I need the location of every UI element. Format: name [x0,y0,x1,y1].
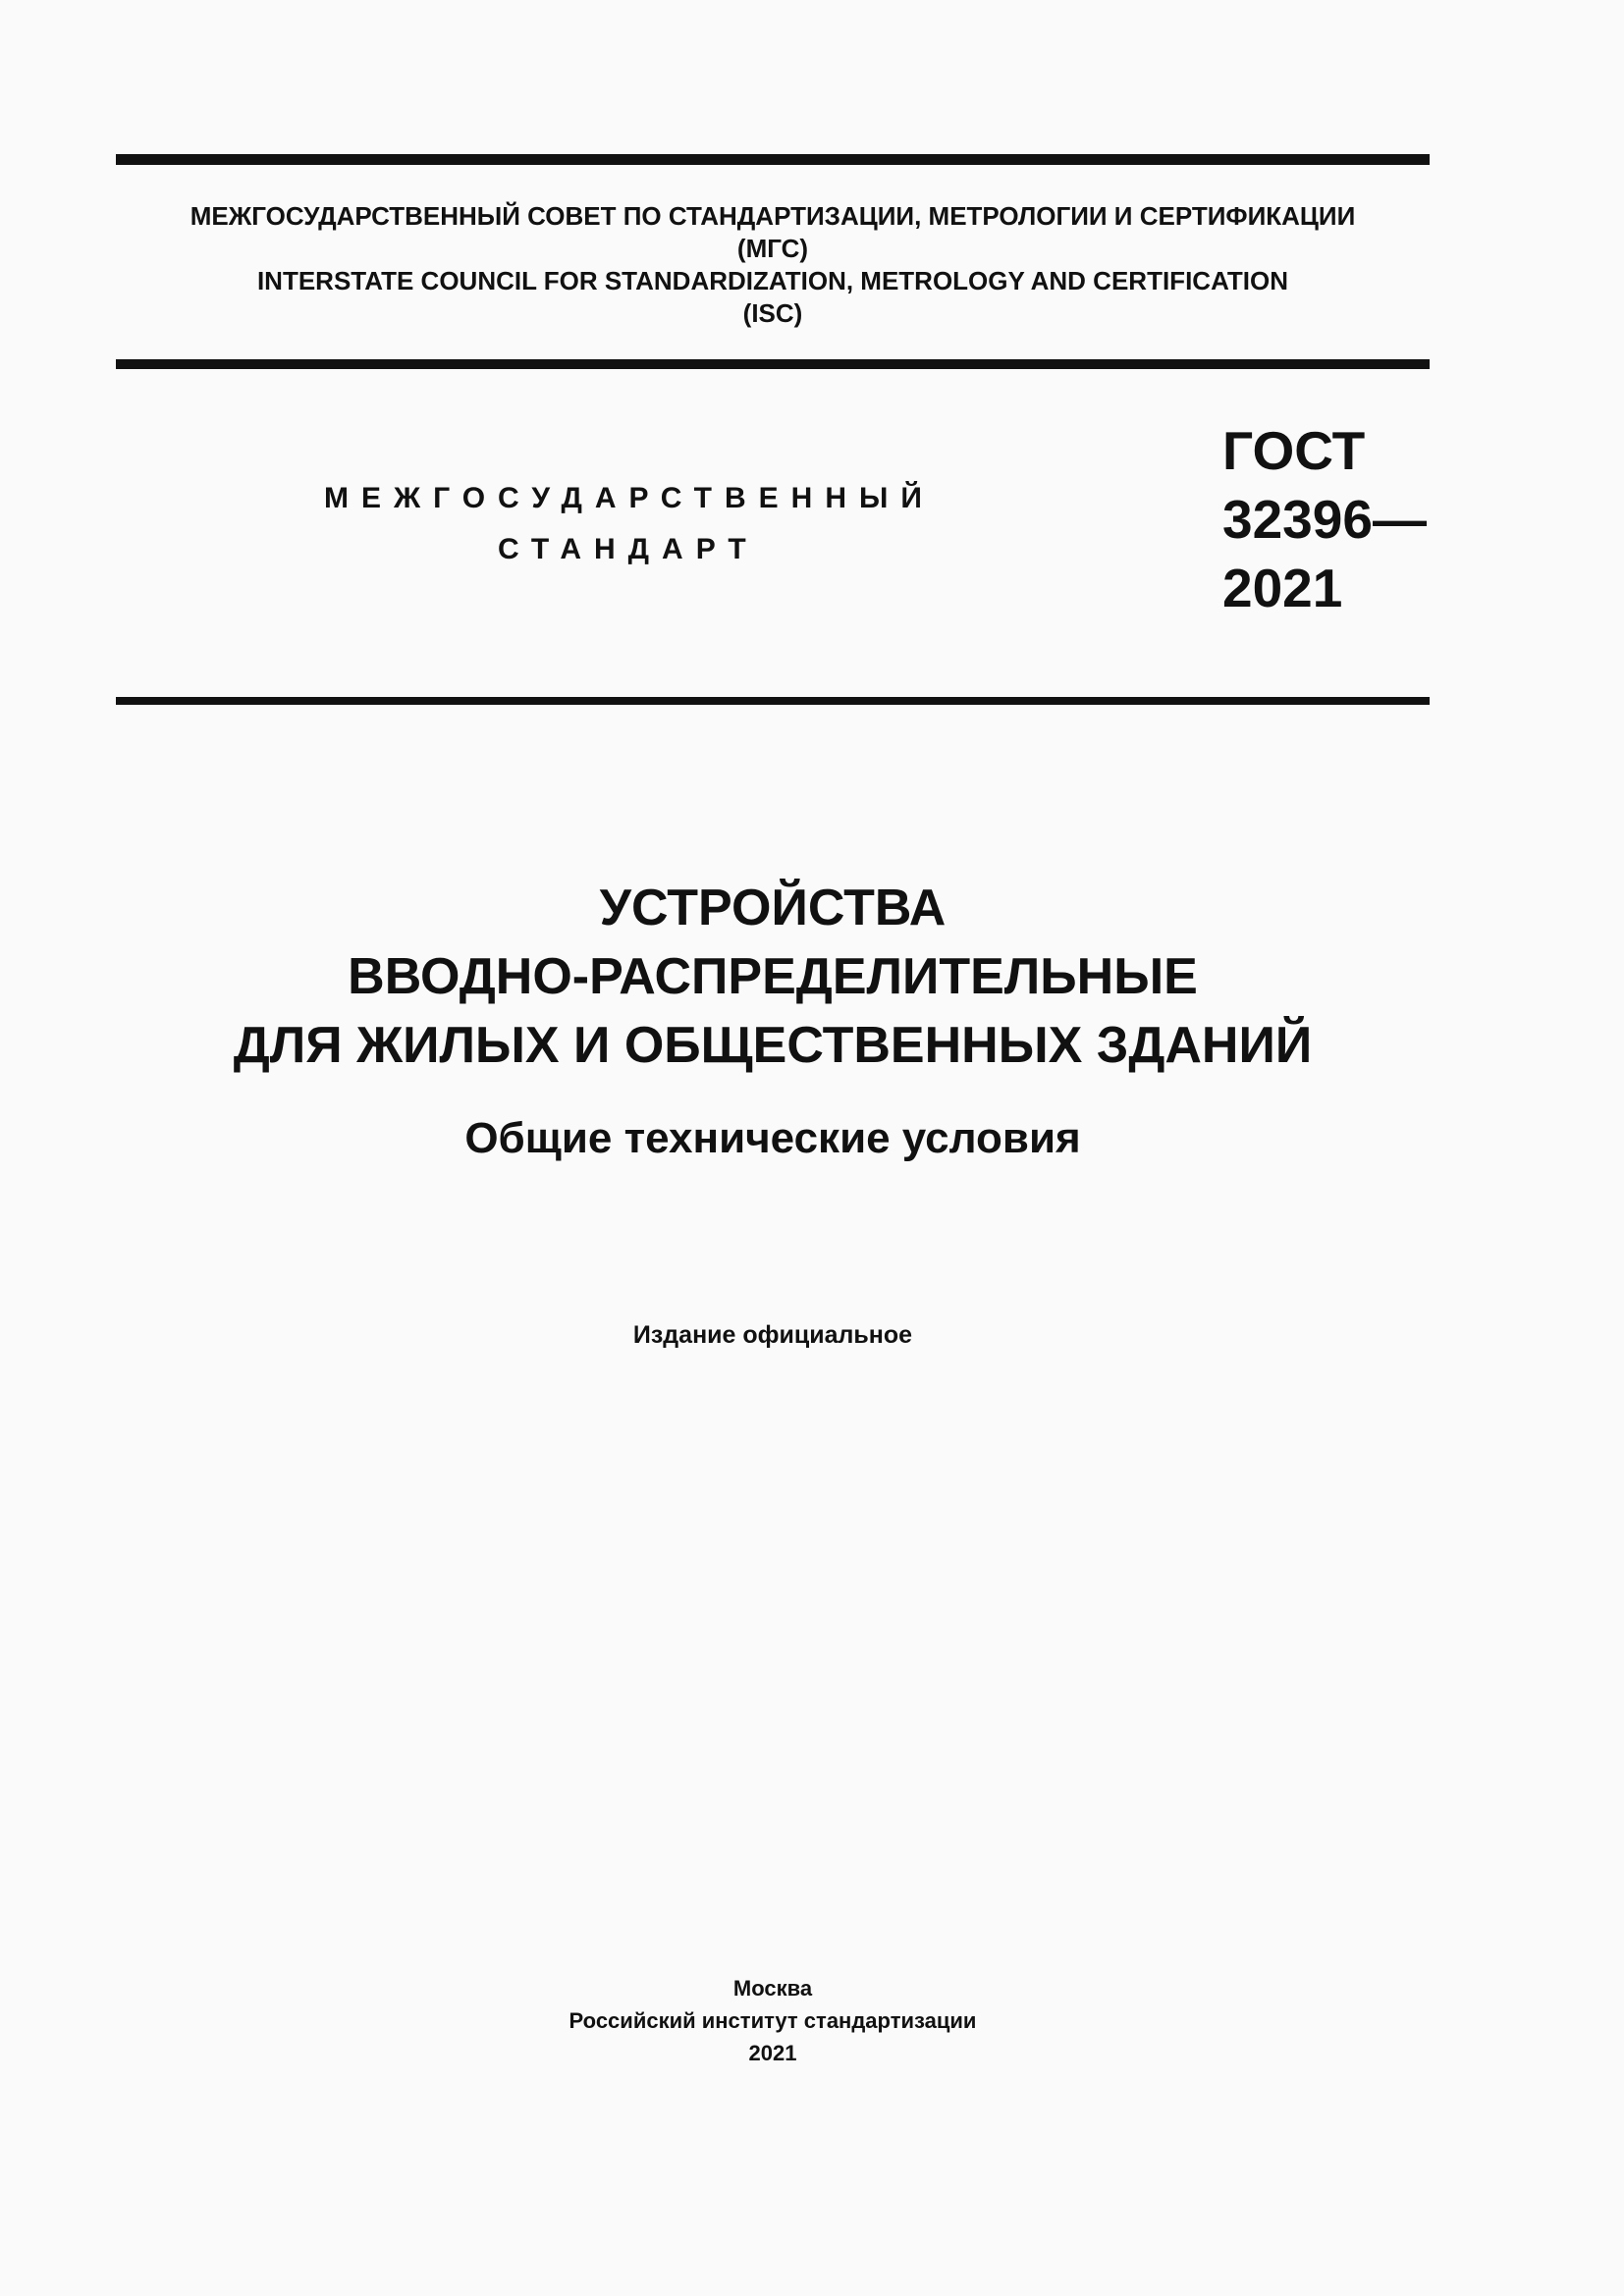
imprint-publisher: Российский институт стандартизации [568,2008,977,2033]
document-subtitle: Общие технические условия [464,1114,1081,1162]
gost-label: ГОСТ [1222,420,1366,481]
title-line-3: ДЛЯ ЖИЛЫХ И ОБЩЕСТВЕННЫХ ЗДАНИЙ [233,1017,1313,1074]
council-abbr-ru: (МГС) [736,234,809,263]
document-title [116,874,1430,1080]
standard-type-line-1: МЕЖГОСУДАРСТВЕННЫЙ [324,482,935,514]
gost-designation [1222,416,1427,622]
top-rule [116,154,1430,165]
title-line-2: ВВОДНО-РАСПРЕДЕЛИТЕЛЬНЫЕ [348,948,1198,1005]
edition-note: Издание официальное [632,1321,913,1349]
council-name-ru: МЕЖГОСУДАРСТВЕННЫЙ СОВЕТ ПО СТАНДАРТИЗАЦИИ, МЕТРОЛОГИИ И СЕРТИФИКАЦИИ [189,201,1356,231]
header-rule [116,359,1430,369]
title-line-1: УСТРОЙСТВА [599,880,947,936]
standard-type [245,473,1316,575]
gost-year: 2021 [1222,558,1343,618]
designation-rule [116,697,1430,705]
standard-type-line-2: СТАНДАРТ [498,533,759,565]
gost-number: 32396— [1222,489,1427,550]
council-abbr-en: (ISC) [742,298,803,328]
council-header [116,200,1430,330]
imprint-year: 2021 [748,2041,797,2065]
imprint [116,1972,1430,2069]
council-name-en: INTERSTATE COUNCIL FOR STANDARDIZATION, METROLOGY AND CERTIFICATION [256,266,1289,295]
imprint-city: Москва [732,1976,813,2001]
